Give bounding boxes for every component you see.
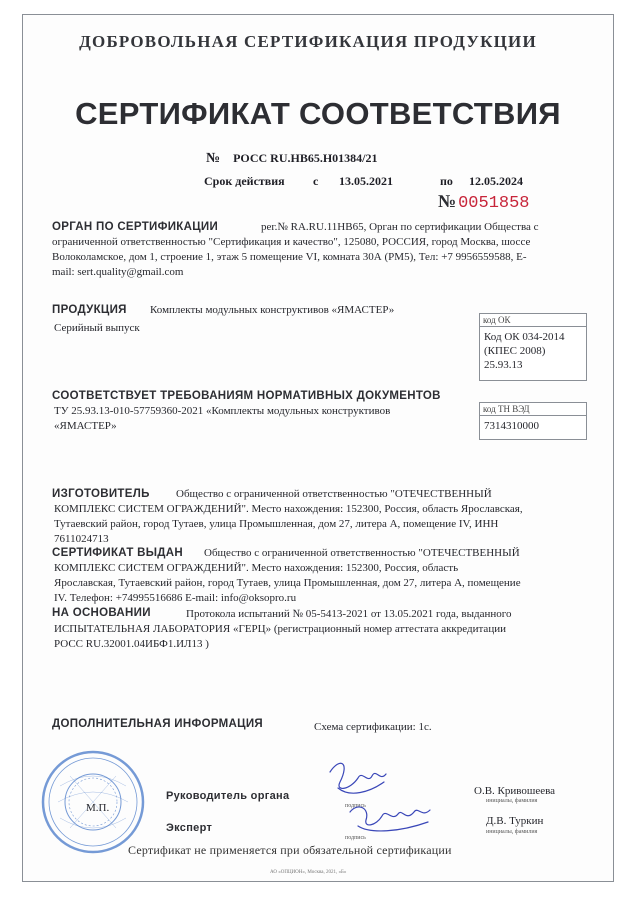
conformity-line-2: «ЯМАСТЕР» xyxy=(54,420,117,432)
manufacturer-heading: ИЗГОТОВИТЕЛЬ xyxy=(52,488,150,500)
head-name: О.В. Кривошеева xyxy=(474,785,556,797)
head-signature-graphic xyxy=(330,763,386,793)
additional-heading: ДОПОЛНИТЕЛЬНАЯ ИНФОРМАЦИЯ xyxy=(52,718,263,730)
basis-line-2: ИСПЫТАТЕЛЬНАЯ ЛАБОРАТОРИЯ «ГЕРЦ» (регистрационный номер аттестата аккредитации xyxy=(54,623,506,635)
head-signature-caption: подпись xyxy=(345,803,366,809)
conformity-heading: СООТВЕТСТВУЕТ ТРЕБОВАНИЯМ НОРМАТИВНЫХ ДОКУМЕНТОВ xyxy=(52,390,441,402)
printer-imprint: АО «ОПЦИОН», Москва, 2021, «Б» xyxy=(270,870,347,875)
validity-from-label: с xyxy=(313,174,319,188)
head-name-caption: инициалы, фамилия xyxy=(486,798,538,804)
certificate-number: РОСС RU.HB65.H01384/21 xyxy=(233,151,378,165)
okpd-line-1: Код ОК 034-2014 xyxy=(484,331,565,343)
serial-number-line xyxy=(438,191,530,213)
issued-line-2: КОМПЛЕКС СИСТЕМ ОГРАЖДЕНИЙ". Место нахождения: 152300, Россия, область xyxy=(54,562,459,574)
seal-place-label: М.П. xyxy=(86,802,110,814)
organ-line-3: Волоколамское, дом 1, строение 1, этаж 5 помещение VI, комната 30А (РМ5), Тел: +7 9956559588, E- xyxy=(52,251,527,263)
validity-label: Срок действия xyxy=(204,174,285,188)
expert-label: Эксперт xyxy=(166,822,213,834)
okpd-box-head: код ОК xyxy=(480,314,586,327)
tnved-code-box xyxy=(479,402,587,440)
voluntary-certification-header: ДОБРОВОЛЬНАЯ СЕРТИФИКАЦИЯ ПРОДУКЦИИ xyxy=(79,32,537,51)
okpd-line-2: (КПЕС 2008) xyxy=(484,345,546,357)
basis-line-1: Протокола испытаний № 05-5413-2021 от 13.05.2021 года, выданного xyxy=(186,608,512,620)
validity-to-label: по xyxy=(440,174,453,188)
head-of-organ-label: Руководитель органа xyxy=(166,790,290,802)
issued-heading: СЕРТИФИКАТ ВЫДАН xyxy=(52,547,184,559)
expert-name-caption: инициалы, фамилия xyxy=(486,829,538,835)
tnved-code: 7314310000 xyxy=(484,420,539,432)
serial-number: 0051858 xyxy=(458,194,530,213)
manufacturer-line-4: 7611024713 xyxy=(54,533,109,545)
validity-to-date: 12.05.2024 xyxy=(469,174,523,188)
footer-note: Сертификат не применяется при обязательной сертификации xyxy=(128,843,452,857)
validity-from-date: 13.05.2021 xyxy=(339,174,393,188)
expert-signature-graphic xyxy=(350,807,430,831)
certification-scheme: Схема сертификации: 1с. xyxy=(314,721,432,733)
issued-line-4: IV. Телефон: +74995516686 E-mail: info@oksopro.ru xyxy=(54,592,297,604)
certificate-number-line xyxy=(206,151,378,167)
signature-scribbles xyxy=(310,752,460,840)
serial-label: № xyxy=(438,191,457,211)
okpd-code-box xyxy=(479,313,587,381)
basis-heading: НА ОСНОВАНИИ xyxy=(52,607,151,619)
product-line-1: Комплекты модульных конструктивов «ЯМАСТЕР» xyxy=(150,304,395,316)
manufacturer-line-3: Тутаевский район, город Тутаев, улица Промышленная, дом 27, литера А, помещение IV, ИНН xyxy=(54,518,499,530)
okpd-line-3: 25.93.13 xyxy=(484,359,523,371)
conformity-line-1: ТУ 25.93.13-010-57759360-2021 «Комплекты модульных конструктивов xyxy=(54,405,391,417)
basis-line-3: РОСС RU.32001.04ИБФ1.ИЛ13 ) xyxy=(54,638,209,650)
number-label: № xyxy=(206,151,221,166)
issued-line-1: Общество с ограниченной ответственностью "ОТЕЧЕСТВЕННЫЙ xyxy=(204,547,520,559)
organ-heading: ОРГАН ПО СЕРТИФИКАЦИИ xyxy=(52,221,219,233)
organ-line-4: mail: sert.quality@gmail.com xyxy=(52,266,184,278)
issued-line-3: Ярославская, Тутаевский район, город Тутаев, улица Промышленная, дом 27, литера А, помещение xyxy=(54,577,521,589)
product-heading: ПРОДУКЦИЯ xyxy=(52,304,127,316)
expert-signature-caption: подпись xyxy=(345,835,366,841)
product-line-2: Серийный выпуск xyxy=(54,322,140,334)
expert-name: Д.В. Туркин xyxy=(486,815,544,827)
organ-line-1: рег.№ RA.RU.11HB65, Орган по сертификации Общества с xyxy=(261,221,539,233)
organ-line-2: ограниченной ответственностью "Сертификация и качество", 125080, РОССИЯ, город Москва, шоссе xyxy=(52,236,531,248)
certificate-title: СЕРТИФИКАТ СООТВЕТСТВИЯ xyxy=(75,96,561,131)
manufacturer-line-1: Общество с ограниченной ответственностью "ОТЕЧЕСТВЕННЫЙ xyxy=(176,488,492,500)
tnved-box-head: код ТН ВЭД xyxy=(480,403,586,416)
manufacturer-line-2: КОМПЛЕКС СИСТЕМ ОГРАЖДЕНИЙ". Место нахождения: 152300, Россия, область Ярославская, xyxy=(54,503,523,515)
